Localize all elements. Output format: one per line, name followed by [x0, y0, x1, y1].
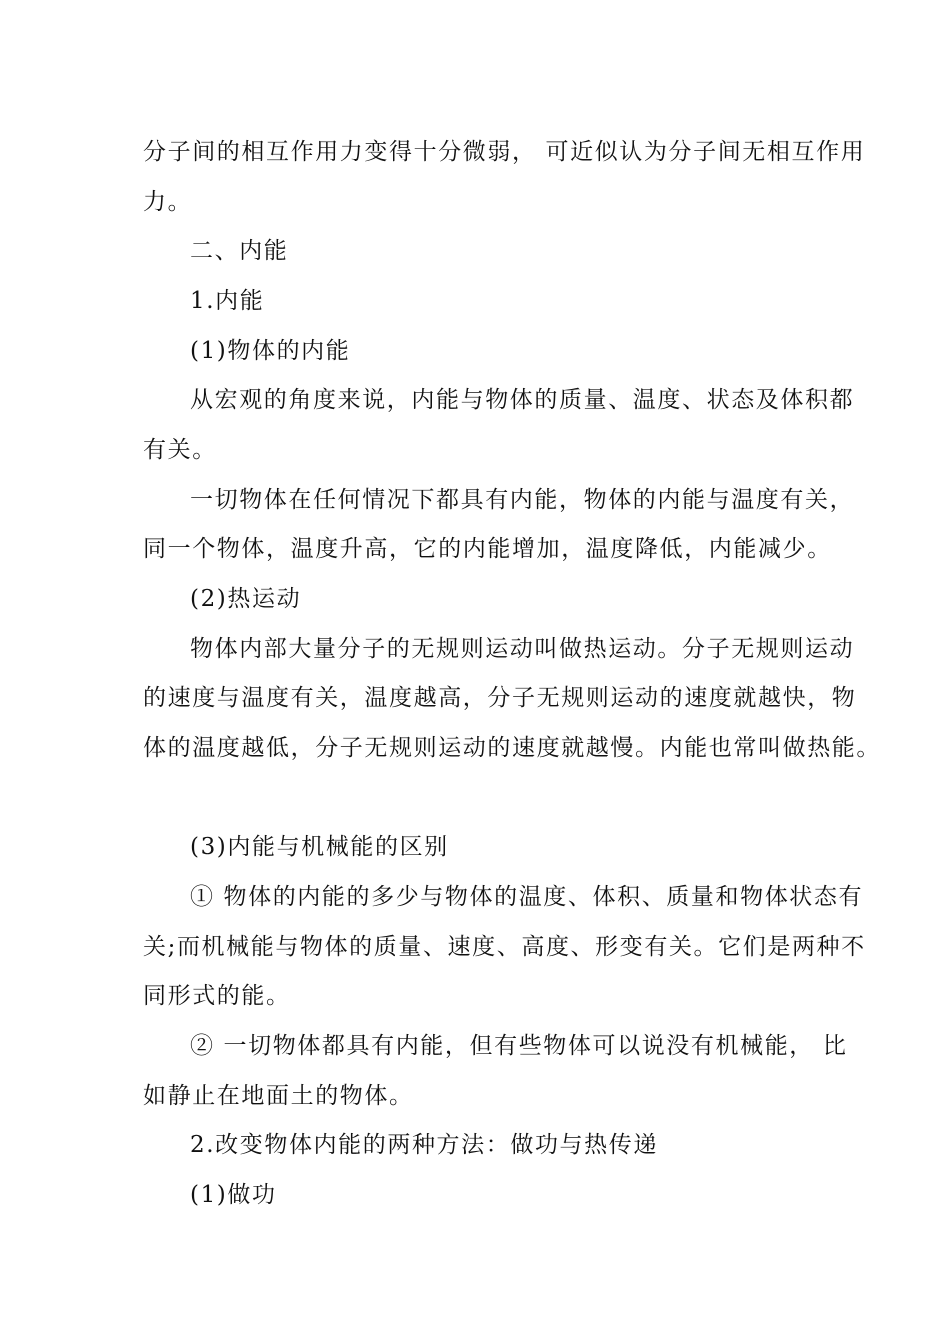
paragraph-line: 同一个物体，温度升高，它的内能增加，温度降低，内能减少。 [143, 536, 832, 562]
paragraph-line: 从宏观的角度来说，内能与物体的质量、温度、状态及体积都 [190, 387, 855, 413]
paragraph-line: 有关。 [143, 437, 217, 463]
item-heading: (1)做功 [190, 1182, 277, 1208]
paragraph-line: 如静止在地面土的物体。 [143, 1083, 414, 1109]
section-heading: 二、内能 [190, 238, 289, 264]
paragraph-line: 物体内部大量分子的无规则运动叫做热运动。分子无规则运动 [190, 636, 855, 662]
paragraph-line: 一切物体在任何情况下都具有内能，物体的内能与温度有关， [190, 487, 855, 513]
paragraph-line: 分子间的相互作用力变得十分微弱， 可近似认为分子间无相互作用 [143, 139, 866, 165]
paragraph-line: 力。 [143, 189, 193, 215]
paragraph-line: ② 一切物体都具有内能，但有些物体可以说没有机械能， 比 [190, 1033, 848, 1059]
paragraph-line: ① 物体的内能的多少与物体的温度、体积、质量和物体状态有 [190, 884, 864, 910]
paragraph-line: 体的温度越低，分子无规则运动的速度就越慢。内能也常叫做热能。 [143, 735, 881, 761]
subsection-heading: 2.改变物体内能的两种方法：做功与热传递 [190, 1132, 658, 1158]
item-heading: (3)内能与机械能的区别 [190, 834, 449, 860]
paragraph-line: 的速度与温度有关，温度越高，分子无规则运动的速度就越快，物 [143, 685, 857, 711]
item-heading: (2)热运动 [190, 586, 302, 612]
paragraph-line: 同形式的能。 [143, 983, 291, 1009]
item-heading: (1)物体的内能 [190, 338, 351, 364]
paragraph-line: 关;而机械能与物体的质量、速度、高度、形变有关。它们是两种不 [143, 934, 866, 960]
subsection-heading: 1.内能 [190, 288, 265, 314]
